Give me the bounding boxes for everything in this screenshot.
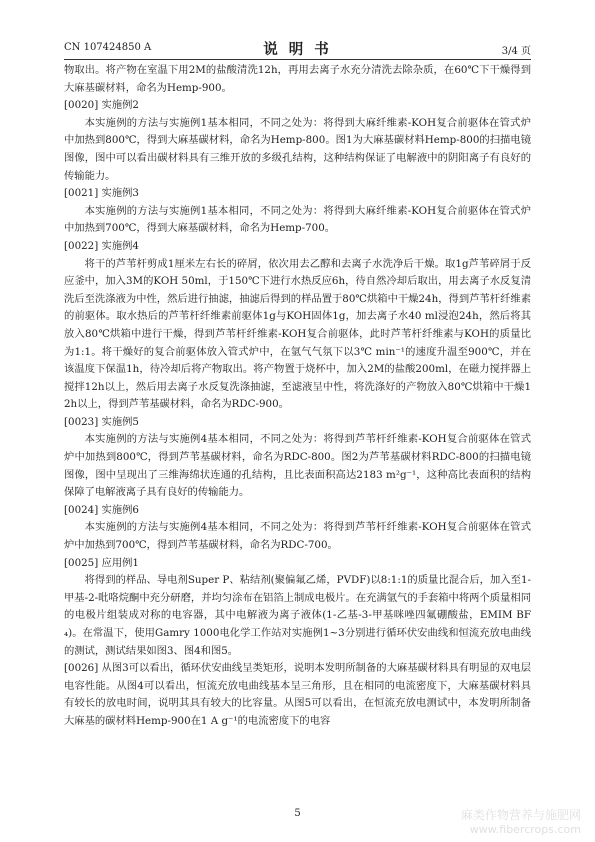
paragraph-number: [0021] [64, 187, 99, 200]
paragraph-number: [0025] [64, 556, 99, 569]
paragraph-text: 本实施例的方法与实施例1基本相同，不同之处为：将得到大麻纤维素-KOH复合前驱体在管式炉中加热到800℃，得到大麻基碳材料，命名为Hemp-800。图1为大麻基碳材料Hemp-800的扫描电镜图像，图中可以看出碳材料具有三维开放的多级孔结构，这种结构保证了电解液中的阴阳离子有良好的传输能力。 [64, 116, 531, 182]
paragraph-text: 将干的芦苇杆剪成1厘米左右长的碎屑，依次用去乙醇和去离子水洗净后干燥。取1g芦苇碎屑于反应釜中，加入3M的KOH 50ml，于150℃下进行水热反应6h，待自然冷却后取出，用去离子水反复清洗后至洗涤液为中性，然后进行抽滤，抽滤后得到的样品置于80℃烘箱中干燥24h，得到芦苇杆纤维素的前驱体。取水热后的芦苇杆纤维素前驱体1g与KOH固体1g，加去离子水40 ml浸泡24h，然后将其放入80℃烘箱中进行干燥，得到芦苇杆纤维素-KOH复合前驱体，此时芦苇杆纤维素与KOH的质量比为1:1。将干燥好的复合前驱体放入管式炉中，在氩气气氛下以3℃ min⁻¹的速度升温至900℃，并在该温度下保温1h，待冷却后将产物取出。将产物置于烧杯中，加入2M的盐酸200ml，在磁力搅拌器上搅拌12h以上，然后用去离子水反复洗涤抽滤，至滤液呈中性，将洗涤好的产物放入80℃烘箱中干燥12h以上，得到芦苇基碳材料，命名为RDC-900。 [64, 257, 531, 411]
watermark-text: 麻类作物营养与施肥网 [460, 808, 581, 822]
page-number: 5 [294, 808, 301, 819]
page-header [64, 38, 531, 58]
paragraph-text: 将得到的样品、导电剂Super P、粘结剂(聚偏氟乙烯，PVDF)以8:1:1的质量比混合后，加入至1-甲基-2-吡咯烷酮中充分研磨，并均匀涂布在铝箔上制成电极片。在充满氩气的手套箱中将两个质量相同的电极片组装成对称的电容器，其中电解液为离子液体(1-乙基-3-甲基咪唑四氟硼酸盐，EMIM BF₄)。在常温下，使用Gamry 1000电化学工作站对实施例1~3分别进行循环伏安曲线和恒流充放电曲线的测试，测试结果如图3、图4和图5。 [64, 574, 531, 657]
paragraph-text: 本实施例的方法与实施例4基本相同，不同之处为：将得到芦苇杆纤维素-KOH复合前驱体在管式炉中加热到700℃，得到芦苇基碳材料，命名为RDC-700。 [64, 521, 531, 552]
heading-text: 从图3可以看出，循环伏安曲线呈类矩形，说明本发明所制备的大麻基碳材料具有明显的双电层电容性能。从图4可以看出，恒流充放电曲线基本呈三角形，且在相同的电流密度下，大麻基碳材料具有较长的放电时间，说明其具有较大的比容量。从图5可以看出，在恒流充放电测试中，本发明所制备大麻基的碳材料Hemp-900在1 A g⁻¹的电流密度下的电容 [64, 662, 531, 727]
watermark-url: www.fibercrops.com [469, 823, 581, 836]
paragraph [64, 572, 531, 660]
section-heading [64, 185, 531, 203]
section-heading [64, 660, 531, 730]
section-heading [64, 555, 531, 573]
heading-text: 实施例4 [101, 239, 139, 252]
heading-text: 实施例6 [101, 503, 139, 516]
document-body [64, 62, 531, 731]
heading-text: 应用例1 [101, 556, 139, 569]
heading-text: 实施例2 [101, 99, 139, 112]
page-of: 3/4 页 [501, 46, 531, 57]
paragraph-number: [0026] [64, 662, 99, 675]
paragraph-number: [0023] [64, 415, 99, 428]
paragraph [64, 203, 531, 238]
paragraph-number: [0024] [64, 503, 99, 516]
section-heading [64, 238, 531, 256]
paragraph-text: 物取出。将产物在室温下用2M的盐酸清洗12h，再用去离子水充分清洗去除杂质，在60℃下干燥得到大麻基碳材料，命名为Hemp-900。 [64, 64, 531, 94]
paragraph [64, 62, 531, 97]
paragraph [64, 256, 531, 414]
paragraph-number: [0020] [64, 99, 99, 112]
paragraph [64, 431, 531, 501]
paragraph-text: 本实施例的方法与实施例1基本相同，不同之处为：将得到大麻纤维素-KOH复合前驱体在管式炉中加热到700℃，得到大麻基碳材料，命名为Hemp-700。 [64, 204, 531, 235]
paragraph [64, 519, 531, 554]
document-title: 说 明 书 [263, 41, 332, 58]
paragraph-text: 本实施例的方法与实施例4基本相同，不同之处为：将得到芦苇杆纤维素-KOH复合前驱体在管式炉中加热到800℃，得到芦苇基碳材料，命名为RDC-800。图2为芦苇基碳材料RDC-800的扫描电镜图像，图中呈现出了三维海绵状连通的孔结构，且比表面积高达2183 m²g⁻¹，这种高比表面积的结构保障了电解液离子具有良好的传输能力。 [64, 433, 531, 499]
section-heading [64, 502, 531, 520]
section-heading [64, 97, 531, 115]
patent-number: CN 107424850 A [64, 42, 152, 53]
section-heading [64, 414, 531, 432]
heading-text: 实施例5 [101, 415, 139, 428]
header-rule [64, 59, 531, 60]
paragraph [64, 115, 531, 185]
heading-text: 实施例3 [101, 187, 139, 200]
paragraph-number: [0022] [64, 239, 99, 252]
